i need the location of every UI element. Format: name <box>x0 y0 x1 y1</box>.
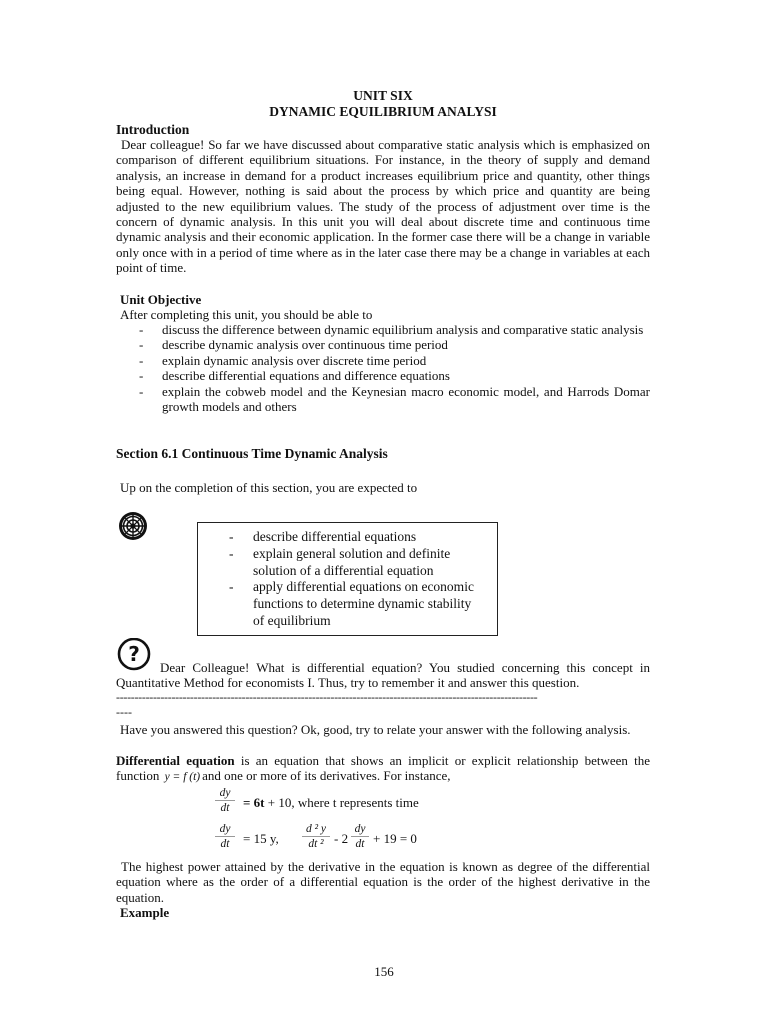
list-item: - explain the cobweb model and the Keynesian macro economic model, and Harrods Domar growth models and others <box>139 383 650 415</box>
equation-2-part-c: + 19 = 0 <box>373 831 417 846</box>
followup-paragraph: Have you answered this question? Ok, good, try to relate your answer with the following analysis. <box>120 722 631 737</box>
list-item: - discuss the difference between dynamic equilibrium analysis and comparative static analysis <box>139 322 644 337</box>
list-item: - describe dynamic analysis over continuous time period <box>139 337 448 353</box>
target-icon <box>118 511 148 541</box>
unit-number: UNIT SIX <box>353 88 413 103</box>
unit-objective-lead: After completing this unit, you should be able to <box>120 307 373 322</box>
unit-objective-list <box>137 322 650 414</box>
question-paragraph: Dear Colleague! What is differential equation? You studied concerning this concept in Quantitative Method for economists I. Thus, try to remember it and answer this question. <box>116 660 650 691</box>
page-number: 156 <box>374 964 394 979</box>
equation-2-part-b: - 2 <box>334 831 349 846</box>
definition-paragraph <box>116 753 650 786</box>
fraction-dy-dt: $\frac{dy}{dt}$ <box>351 823 369 851</box>
list-item: - apply differential equations on economic functions to determine dynamic stability of equilibrium <box>229 579 474 628</box>
introduction-heading: Introduction <box>116 122 190 137</box>
list-item: - describe differential equations and difference equations <box>139 368 450 384</box>
unit-objective-heading: Unit Objective <box>120 292 202 307</box>
list-item: - explain general solution and definite solution of a differential equation <box>229 545 451 578</box>
fraction-d2y-dt2: $\frac{\text{d ² y}}{\text{dt ²}}$ <box>302 823 330 851</box>
definition-term: Differential equation <box>116 753 235 768</box>
svg-text:?: ? <box>128 642 140 666</box>
list-item: - explain dynamic analysis over discrete time period <box>139 352 427 368</box>
equation-2-part-a: = 15 y, <box>243 831 279 846</box>
function-formula: y = f (t) <box>164 771 201 784</box>
fraction-dy-dt: $\frac{dy}{dt}$ <box>215 823 235 851</box>
page-title: DYNAMIC EQUILIBRIUM ANALYSI <box>269 104 497 119</box>
fraction-dy-dt: $\frac{dy}{dt}$ <box>215 787 235 815</box>
section-objectives-box <box>197 522 498 636</box>
degree-paragraph: The highest power attained by the derivative in the equation is known as degree of the differential equation where as the order of a differential equation is the order of the highest derivative in the equation. <box>116 859 650 905</box>
section-objectives-list <box>228 529 483 630</box>
equation-1: = 6t + 10, where t represents time <box>243 795 419 810</box>
section-lead: Up on the completion of this section, you are expected to <box>120 480 418 495</box>
definition-text-1: is an equation that shows an implicit or explicit relationship between the function <box>116 753 650 784</box>
section-heading: Section 6.1 Continuous Time Dynamic Analysis <box>116 446 388 461</box>
answer-line[interactable]: ------------------------------------------------------------------------------------------------------------------ <box>116 690 538 704</box>
example-heading: Example <box>120 905 170 920</box>
definition-text-2: and one or more of its derivatives. For instance, <box>202 768 451 784</box>
list-item: - describe differential equations <box>229 529 417 544</box>
answer-line-tail: ---- <box>116 705 132 719</box>
introduction-paragraph: Dear colleague! So far we have discussed about comparative static analysis which is emphasized on comparison of different equilibrium situations. For instance, in the theory of supply and demand analysis, an increase in demand for a product increases equilibrium price and quantity, other things being equal. However, nothing is said about the process by which price and quantity are being adjusted to the new equilibrium values. The study of the process of adjustment over time is the concern of dynamic analysis. In this unit you will deal about discrete time and continuous time dynamic analysis and their economic application. In the former case there will be a change in variable only once with in a period of time where as in the later case there may be a change in variables at each point of time. <box>116 137 650 276</box>
